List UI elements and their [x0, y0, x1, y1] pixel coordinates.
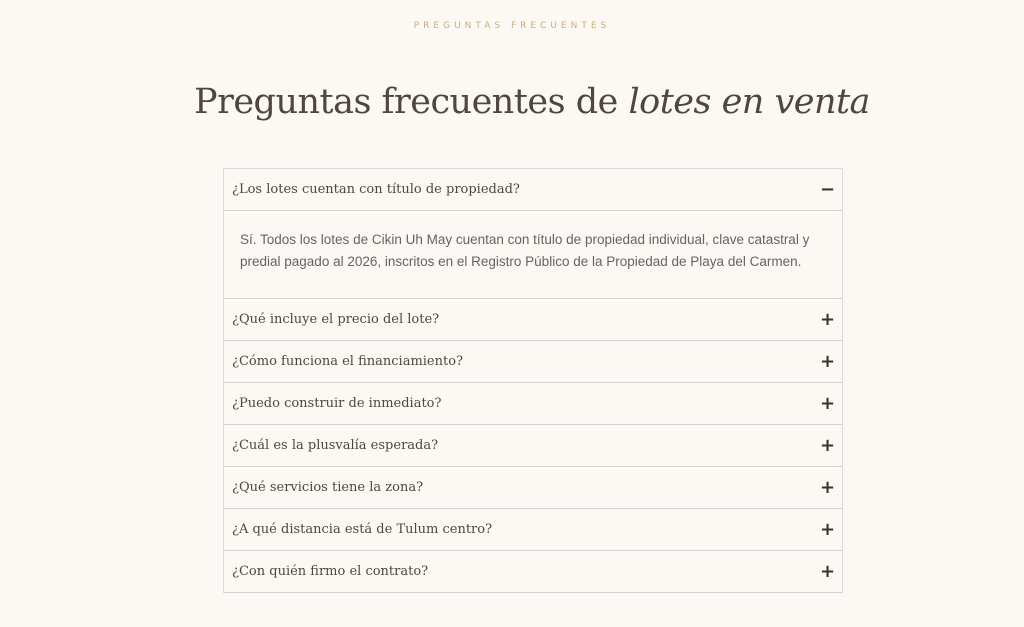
page-title-italic: lotes en venta	[628, 82, 870, 122]
faq-answer: Sí. Todos los lotes de Cikin Uh May cuentan con título de propiedad individual, clave catastral y predial pagado al 2026, inscritos en el Registro Público de la Propiedad de Playa del Carmen.	[224, 210, 842, 298]
faq-item	[224, 341, 842, 383]
plus-icon[interactable]: +	[820, 434, 836, 456]
plus-icon[interactable]: +	[820, 350, 836, 372]
plus-icon[interactable]: +	[820, 392, 836, 414]
faq-accordion	[223, 168, 843, 593]
faq-question-button[interactable]	[224, 383, 842, 424]
page-title	[0, 79, 1024, 125]
faq-item	[224, 467, 842, 509]
page-title-plain: Preguntas frecuentes de	[194, 82, 629, 122]
plus-icon[interactable]: +	[820, 476, 836, 498]
faq-question-button[interactable]	[224, 467, 842, 508]
minus-icon[interactable]: −	[820, 178, 836, 200]
faq-item	[224, 551, 842, 593]
faq-item	[224, 169, 842, 299]
section-eyebrow: PREGUNTAS FRECUENTES	[413, 21, 611, 31]
faq-question-text: ¿Los lotes cuentan con título de propiedad?	[232, 182, 520, 197]
faq-question-text: ¿Qué servicios tiene la zona?	[232, 480, 424, 495]
faq-question-text: ¿Puedo construir de inmediato?	[232, 396, 442, 411]
faq-question-button[interactable]	[224, 299, 842, 340]
faq-item	[224, 425, 842, 467]
faq-question-button[interactable]	[224, 425, 842, 466]
plus-icon[interactable]: +	[820, 560, 836, 582]
faq-question-button[interactable]	[224, 551, 842, 592]
faq-question-button[interactable]	[224, 169, 842, 210]
faq-question-text: ¿Qué incluye el precio del lote?	[232, 312, 440, 327]
faq-question-button[interactable]	[224, 341, 842, 382]
faq-item	[224, 509, 842, 551]
faq-item	[224, 299, 842, 341]
faq-question-text: ¿Cómo funciona el financiamiento?	[232, 354, 464, 369]
plus-icon[interactable]: +	[820, 308, 836, 330]
faq-question-text: ¿Con quién firmo el contrato?	[232, 564, 429, 579]
faq-question-button[interactable]	[224, 509, 842, 550]
plus-icon[interactable]: +	[820, 518, 836, 540]
faq-question-text: ¿A qué distancia está de Tulum centro?	[232, 522, 493, 537]
faq-item	[224, 383, 842, 425]
faq-question-text: ¿Cuál es la plusvalía esperada?	[232, 438, 439, 453]
